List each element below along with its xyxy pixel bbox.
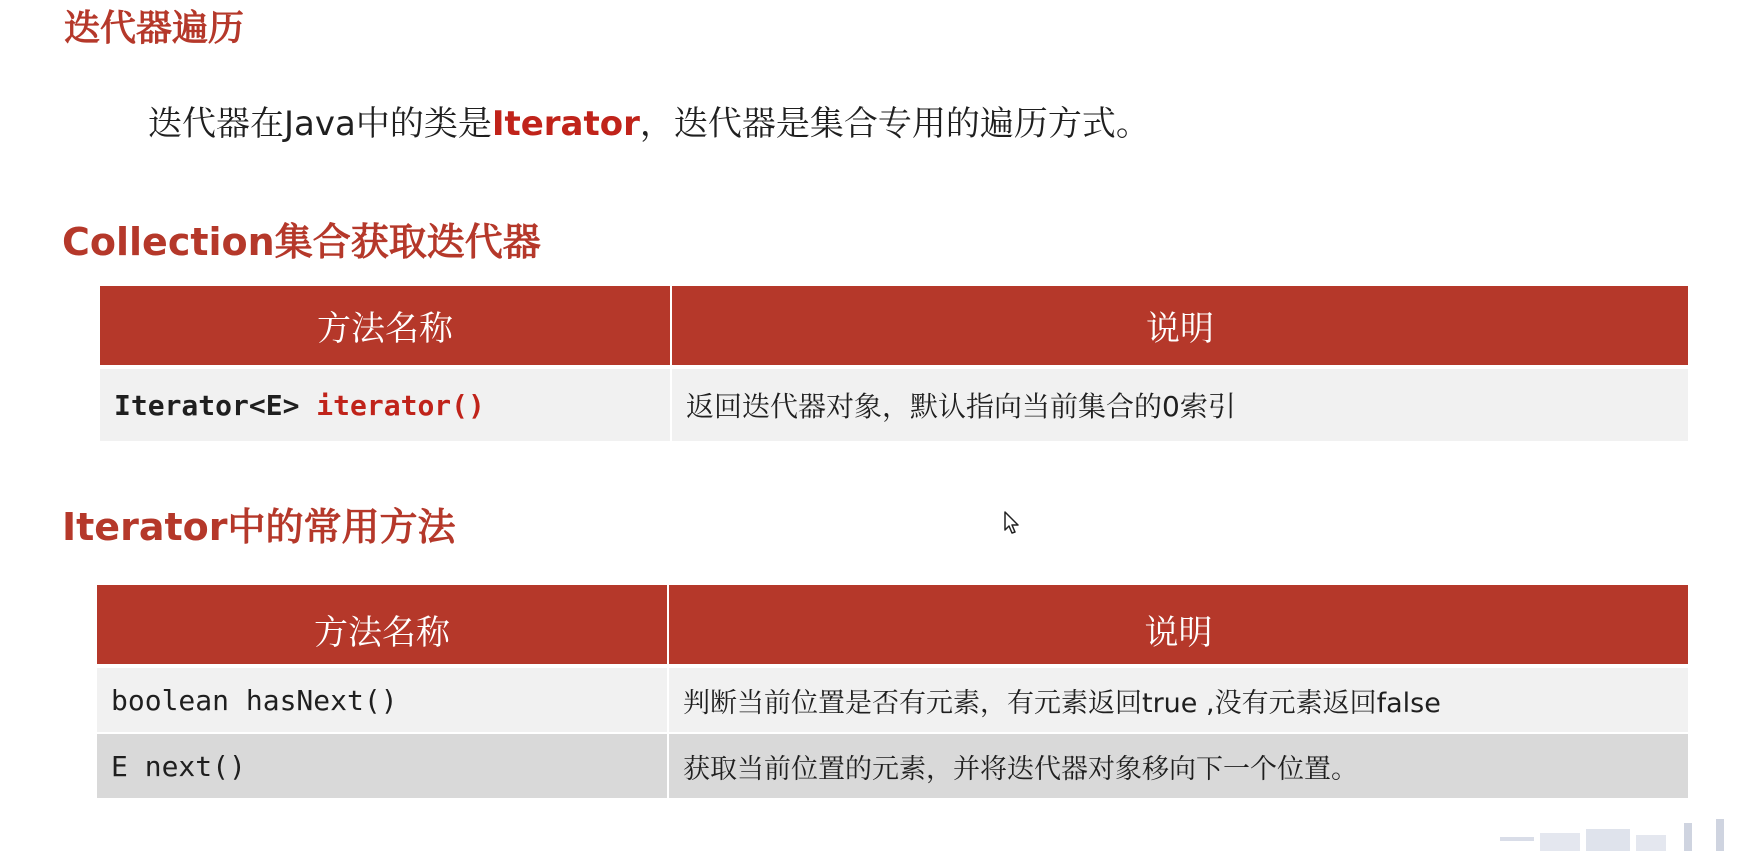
column-header-description: 说明 [668,585,1688,666]
table-header-row [97,585,1688,666]
description-cell: 返回迭代器对象，默认指向当前集合的0索引 [671,367,1688,441]
method-return-type: Iterator<E> [114,388,317,422]
collection-iterator-table [100,286,1688,441]
method-cell: boolean hasNext() [97,666,668,733]
intro-keyword: Iterator [491,104,640,144]
table-row [97,733,1688,798]
method-name: iterator() [316,388,485,422]
column-header-method-name: 方法名称 [100,286,671,367]
method-cell: E next() [97,733,668,798]
intro-paragraph [148,98,1150,150]
mouse-cursor-icon [1004,511,1020,535]
table-row [100,367,1688,441]
section-title-iterator-traversal: 迭代器遍历 [64,8,245,49]
iterator-methods-table [97,585,1688,798]
method-signature [114,389,485,422]
description-cell: 获取当前位置的元素，并将迭代器对象移向下一个位置。 [668,733,1688,798]
intro-text-before: 迭代器在Java中的类是 [148,104,492,144]
column-header-description: 说明 [671,286,1688,367]
table-row [97,666,1688,733]
section-title-collection-iterator: Collection集合获取迭代器 [62,220,541,264]
description-cell: 判断当前位置是否有元素，有元素返回true ,没有元素返回false [668,666,1688,733]
watermark-graphic [1440,817,1740,851]
table-header-row [100,286,1688,367]
section-title-iterator-methods: Iterator中的常用方法 [62,505,456,549]
intro-text-after: ，迭代器是集合专用的遍历方式。 [639,104,1150,144]
method-cell [100,367,671,441]
column-header-method-name: 方法名称 [97,585,668,666]
